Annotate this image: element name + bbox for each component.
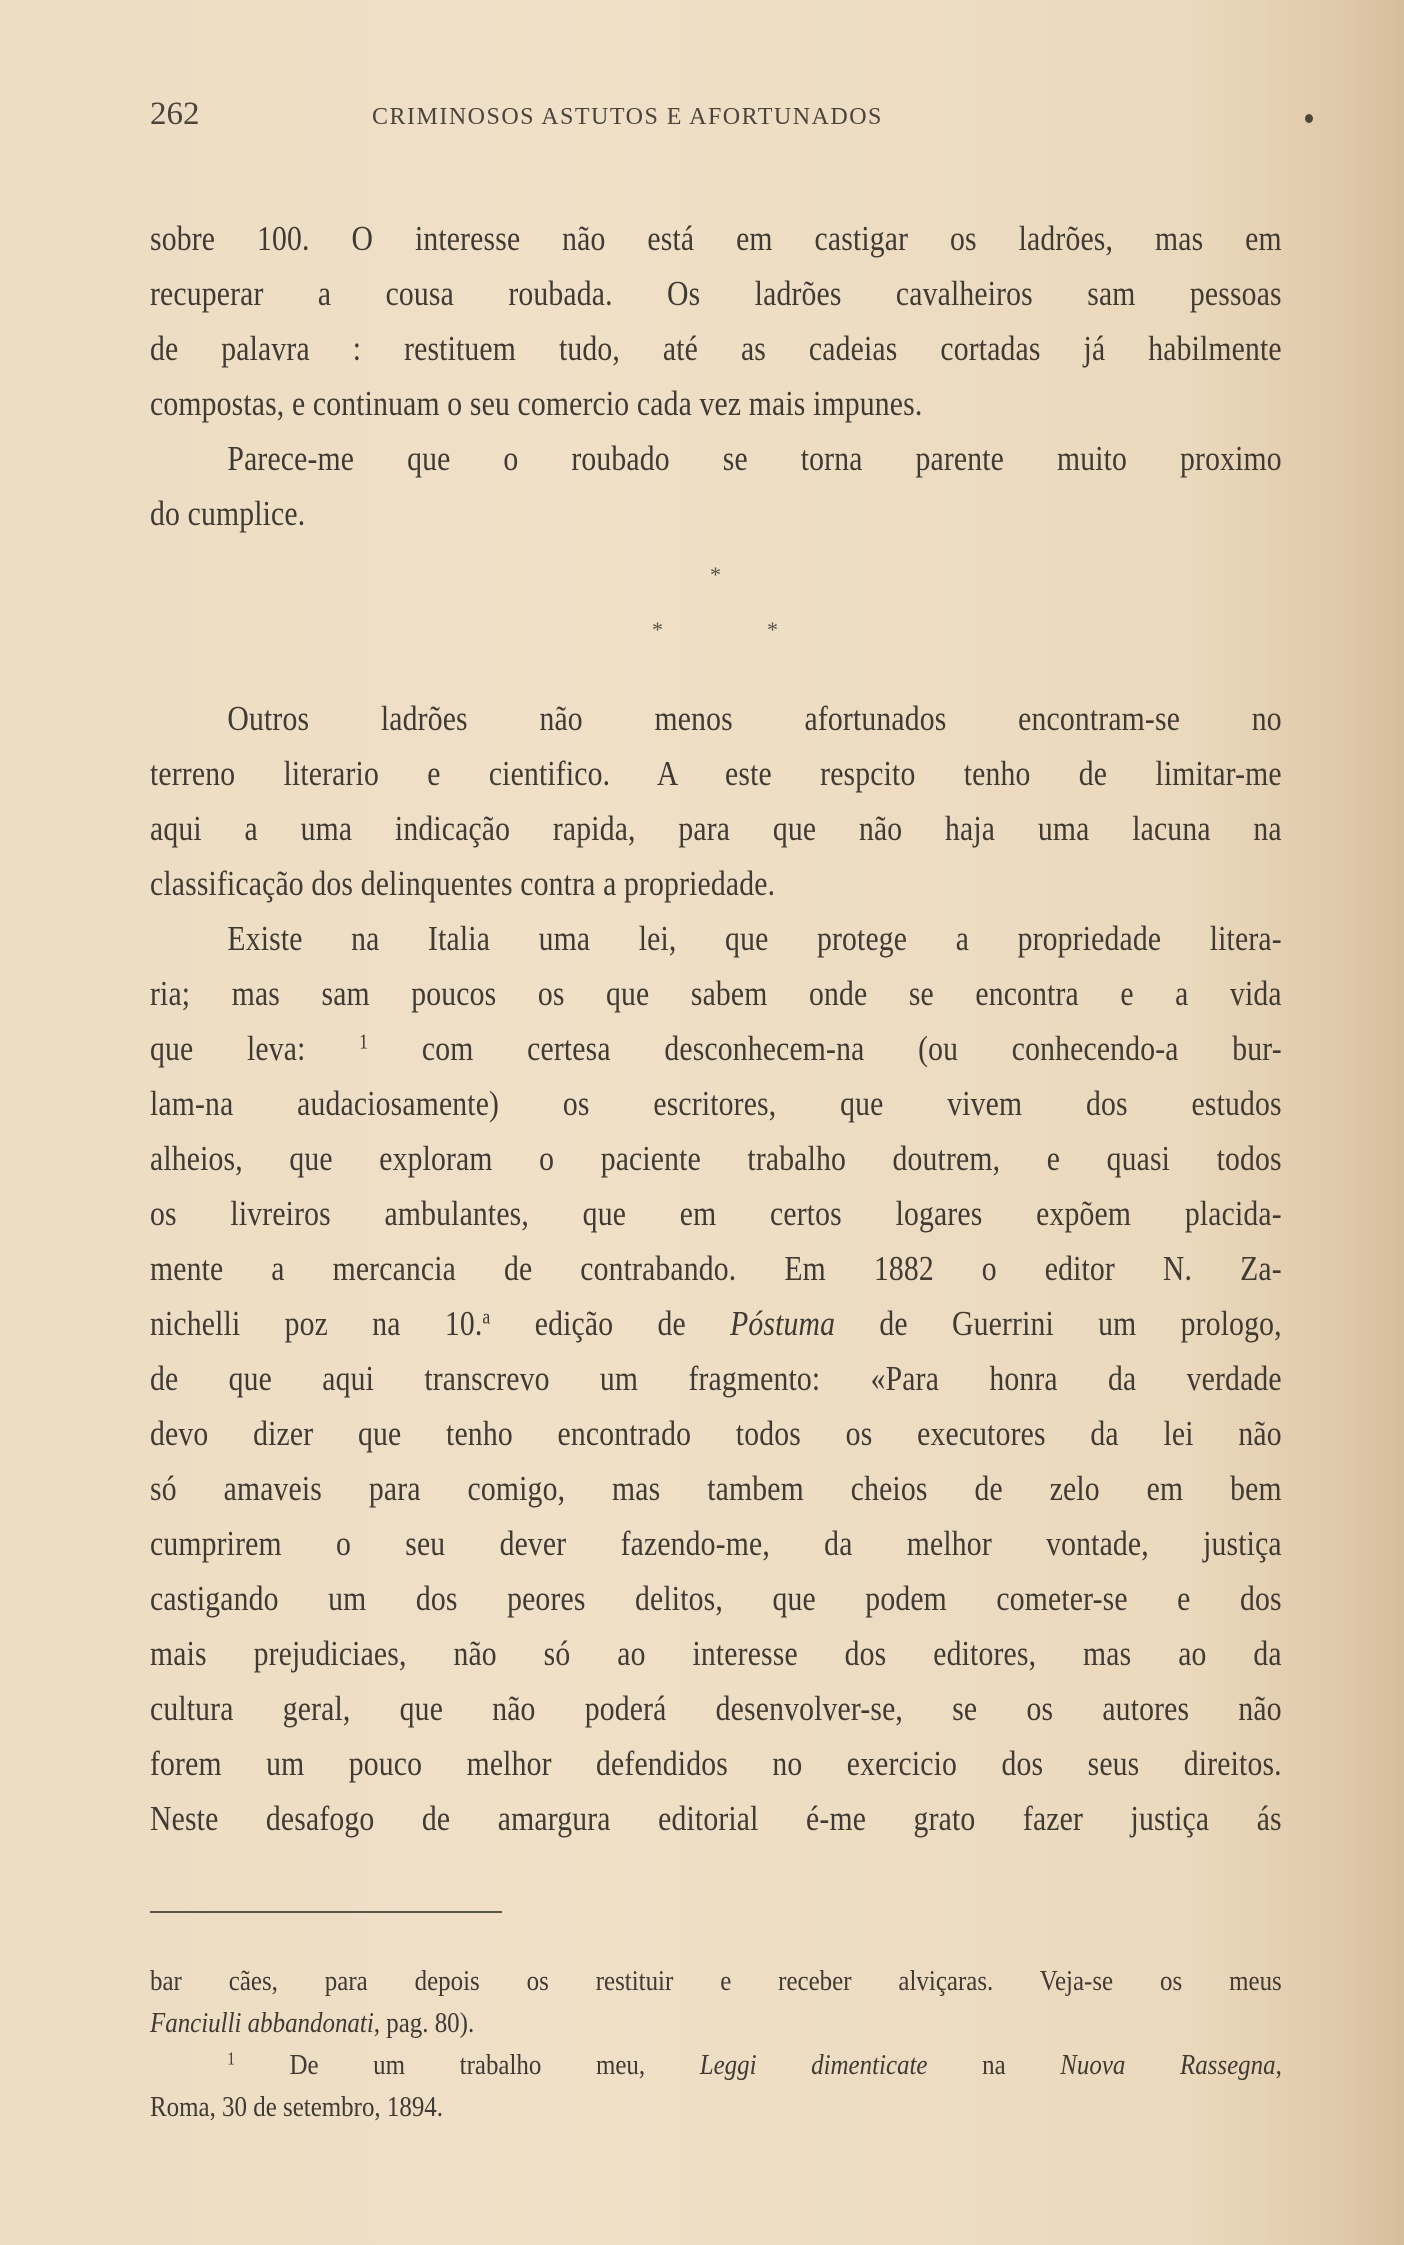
text-line: mente a mercancia de contrabando. Em 1882 o editor N. Za-: [150, 1250, 1282, 1288]
paragraph: [150, 432, 1282, 542]
text-line: mais prejudiciaes, não só ao interesse dos editores, mas ao da: [150, 1635, 1282, 1673]
text-line: compostas, e continuam o seu comercio cada vez mais impunes.: [150, 385, 923, 423]
footnote-line: bar cães, para depois os restituir e receber alviçaras. Veja-se os meus: [150, 1965, 1282, 1997]
text-line: sobre 100. O interesse não está em castigar os ladrões, mas em: [150, 220, 1282, 258]
text-line: Neste desafogo de amargura editorial é-me grato fazer justiça ás: [150, 1800, 1282, 1838]
text-line: [150, 1297, 1282, 1352]
footnote-divider: [150, 1911, 502, 1913]
text-fragment: nichelli poz na 10.: [150, 1305, 483, 1343]
text-line: Outros ladrões não menos afortunados encontram-se no: [227, 700, 1282, 738]
text-line: cumprirem o seu dever fazendo-me, da melhor vontade, justiça: [150, 1525, 1282, 1563]
text-fragment: De um trabalho meu,: [289, 2049, 646, 2081]
text-fragment: com certesa desconhecem-na (ou conhecendo-a bur-: [421, 1030, 1282, 1068]
section-separator: [150, 542, 1282, 692]
asterism-star-icon: *: [710, 562, 721, 587]
text-fragment: edição de: [534, 1305, 686, 1343]
text-fragment: de Guerrini um prologo,: [879, 1305, 1282, 1343]
book-title: Fanciulli abbandonati: [150, 2007, 374, 2039]
asterism-star-icon: *: [652, 617, 663, 642]
text-line: do cumplice.: [150, 495, 306, 533]
text-line: castigando um dos peores delitos, que podem cometer-se e dos: [150, 1580, 1282, 1618]
text-line: alheios, que exploram o paciente trabalho doutrem, e quasi todos: [150, 1140, 1282, 1178]
asterism-star-icon: *: [767, 617, 778, 642]
text-line: ria; mas sam poucos os que sabem onde se encontra e a vida: [150, 975, 1282, 1013]
text-line: Parece-me que o roubado se torna parente muito proximo: [227, 440, 1282, 478]
running-title: CRIMINOSOS ASTUTOS E AFORTUNADOS: [372, 104, 883, 130]
text-line: devo dizer que tenho encontrado todos os executores da lei não: [150, 1415, 1282, 1453]
footnote-1: [150, 2044, 1282, 2086]
text-line: lam-na audaciosamente) os escritores, que vivem dos estudos: [150, 1085, 1282, 1123]
page-header: [150, 96, 1330, 136]
text-line: [150, 1022, 1282, 1077]
text-line: de palavra : restituem tudo, até as cadeias cortadas já habilmente: [150, 330, 1282, 368]
text-fragment: que leva:: [150, 1030, 306, 1068]
footnote-mark: 1: [227, 2048, 235, 2069]
text-fragment: na: [982, 2049, 1006, 2081]
paragraph: [150, 212, 1282, 432]
text-line: Existe na Italia uma lei, que protege a propriedade litera-: [227, 920, 1282, 958]
text-fragment: , pag. 80).: [373, 2007, 475, 2039]
footnote-line: [150, 2002, 1282, 2044]
text-line: recuperar a cousa roubada. Os ladrões cavalheiros sam pessoas: [150, 275, 1282, 313]
book-title: Póstuma: [730, 1305, 836, 1343]
footnote-line: Roma, 30 de setembro, 1894.: [150, 2091, 444, 2123]
text-line: os livreiros ambulantes, que em certos logares expõem placida-: [150, 1195, 1282, 1233]
footnotes: [150, 1960, 1282, 2128]
work-title: Leggi dimenticate: [699, 2049, 928, 2081]
paragraph: [150, 692, 1282, 912]
page-number: 262: [150, 96, 200, 132]
text-line: cultura geral, que não poderá desenvolver-se, se os autores não: [150, 1690, 1282, 1728]
text-fragment: ,: [1275, 2049, 1282, 2081]
paragraph: [150, 912, 1282, 1847]
ordinal-indicator: a: [482, 1306, 491, 1329]
journal-title: Nuova Rassegna: [1060, 2049, 1276, 2081]
text-line: terreno literario e cientifico. A este respcito tenho de limitar-me: [150, 755, 1282, 793]
text-line: forem um pouco melhor defendidos no exercicio dos seus direitos.: [150, 1745, 1282, 1783]
footnote-reference[interactable]: 1: [359, 1031, 369, 1054]
body-text: [150, 212, 1282, 1847]
text-line: só amaveis para comigo, mas tambem cheios de zelo em bem: [150, 1470, 1282, 1508]
text-line: aqui a uma indicação rapida, para que não haja uma lacuna na: [150, 810, 1282, 848]
ink-spot: [1305, 114, 1313, 123]
text-line: de que aqui transcrevo um fragmento: «Para honra da verdade: [150, 1360, 1282, 1398]
text-line: classificação dos delinquentes contra a propriedade.: [150, 865, 776, 903]
